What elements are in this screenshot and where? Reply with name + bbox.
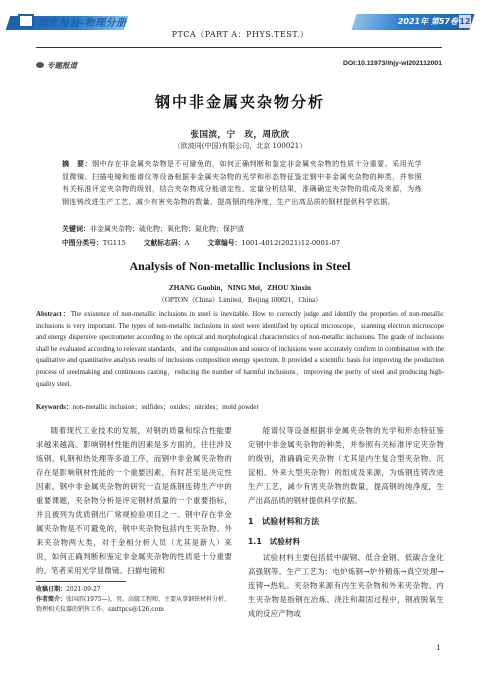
page-number: 1	[436, 643, 441, 652]
received-date: 2021-09-27	[66, 586, 101, 593]
author-bio: 张国滨(1975—)，男，高级工程师，主要从事钢铁材料分析、物理相关仪器的销售工作，smttpcs@126.com	[36, 596, 230, 613]
abstract-en-label: Abstract：	[36, 311, 71, 318]
journal-title-en: PTCA（PART A：PHYS.TEST.）	[171, 30, 309, 39]
subsection-heading: 1.1 试验材料	[248, 537, 301, 546]
authors-en: ZHANG Guobin，NING Mei，ZHOU Xinxin	[169, 284, 311, 292]
doi: DOI:10.11973/lhjy-wl202112001	[342, 60, 442, 67]
keywords-en-label: Keywords：	[36, 404, 73, 411]
section-heading: 1 试验材料和方法	[248, 517, 320, 526]
body-paragraph: 能谱仪等设备根据非金属夹杂物的光学和形态特征鉴定钢中非金属夹杂物的种类，并参照有关标准评定夹杂物的级别，准确确定夹杂物（尤其是内生复合型夹杂物、沉淀相、外来大型夹杂物）的组成及来源，为炼钢连铸改进生产工艺，减少有害夹杂物的数量，提高钢的纯净度，生产出高品质的钢材提供科学依据。	[248, 426, 444, 505]
issue-number: 12	[459, 17, 471, 26]
column-tag: 专题报道	[47, 61, 77, 70]
affiliation-en: （OPTON（China）Limited，Beijing 100021，China）	[157, 296, 323, 304]
authors-cn: 张国滨，宁 玫，周欣欣	[190, 130, 290, 140]
received-label: 收稿日期：	[36, 586, 67, 593]
title-cn: 钢中非金属夹杂物分析	[154, 93, 325, 111]
title-en: Analysis of Non-metallic Inclusions in Steel	[129, 259, 351, 273]
article-id-label: 文章编号：	[207, 239, 242, 247]
column-tag-icon	[36, 62, 44, 68]
author-bio-label: 作者简介：	[36, 596, 67, 603]
footnote	[36, 585, 232, 615]
journal-title-cn: 理化检验-物理分册	[38, 18, 127, 29]
abstract-cn-text: 钢中存在非金属夹杂物是不可避免的，如何正确判断和鉴定非金属夹杂物的性质十分重要。采用光学显微镜、扫描电镜和能谱仪等设备根据非金属夹杂物的光学和形态特征鉴定钢中非金属夹杂物的种类，并参照有关标准评定夹杂物的级别，结合夹杂物成分能谱定性、定量分析结果，准确确定夹杂物的组成及来源，为炼钢连铸改进生产工艺，减少有害夹杂物的数量，提高钢的纯净度，生产出高品质的钢材提供科学依据。	[62, 160, 422, 207]
abstract-cn	[62, 158, 422, 209]
footnote-received	[36, 585, 232, 595]
journal-logo-icon	[18, 14, 34, 28]
footnote-rule	[36, 581, 126, 582]
abstract-cn-label: 摘 要：	[62, 160, 93, 168]
body-paragraph: 随着现代工业技术的发展，对钢的质量和综合性能要求越来越高。影响钢材性能的因素是多方面的，往往涉及炼钢、轧钢和热处理等多道工序，而钢中非金属夹杂物的存在是影响钢材性能的一个重要因素，有时甚至是决定性因素。钢中非金属夹杂物的研究一直是炼钢连铸生产中的重要课题，夹杂物分析是评定钢材质量的一个重要指标，并且被列为优质钢出厂常规检验项目之一。钢中存在非金属夹杂物是不可避免的，钢中夹杂物包括内生夹杂物、外来夹杂物两大类，对于金相分析人员（尤其是新人）来说，如何正确判断和鉴定非金属夹杂物的性质是十分重要的。笔者采用光学显微镜、扫描电镜和	[36, 426, 232, 575]
clc-value: TG115	[102, 239, 126, 247]
keywords-cn	[62, 223, 422, 235]
body-paragraph: 试验材料主要包括低中碳钢、低合金钢、低碳合金化高强钢等。生产工艺为：电炉炼钢→炉外精炼→真空处理→连铸→热轧。夹杂物来源有内生夹杂物和外来夹杂物。内生夹杂物是指钢在冶炼、浇注和凝固过程中，钢液脱氧生成的反应产物或	[248, 553, 444, 618]
footnote-author	[36, 595, 232, 615]
abstract-en-text: The existence of non-metallic inclusions in steel is inevitable. How to correctly judge and identify the properties of non-metallic inclusions is very important. The types of non-metallic inclusions in steel were identified by optical microscope，scanning electron microscope and energy dispersive spectrometer according to the optical and morphological characteristics of non-metallic inclusions. The grade of inclusions shall be evaluated according to relevant standards，and the composition and source of inclusions were accurately confirm in combination with the qualitative and quantitative analysis results of inclusions composition energy spectrum. It provided a scientific basis for improving the production process of steelmaking and continuous casting，reducing the number of harmful inclusions，improving the purity of steel and producing high-quality steel.	[36, 311, 444, 388]
body-column-right	[248, 424, 444, 621]
affiliation-cn: （欧波同(中国)有限公司，北京 100021）	[173, 142, 307, 150]
doc-code-label: 文献标志码：	[143, 239, 185, 247]
keywords-en	[36, 402, 444, 413]
header-rule	[36, 47, 442, 48]
classification-row	[62, 237, 422, 247]
clc-label: 中图分类号：	[62, 239, 103, 247]
year-volume: 2021年 第57卷	[397, 17, 458, 26]
keywords-cn-text: 非金属夹杂物；硫化物；氧化物；氮化物；保护渣	[90, 225, 244, 233]
keywords-cn-label: 关键词：	[62, 225, 90, 233]
keywords-en-text: non-metallic inclusion；sulfides；oxides；nitrides；mold powder	[72, 404, 259, 411]
doc-code-value: A	[184, 239, 190, 247]
abstract-en	[36, 309, 444, 390]
body-column-left	[36, 424, 232, 578]
article-id-value: 1001-4012(2021)12-0001-07	[241, 239, 341, 247]
